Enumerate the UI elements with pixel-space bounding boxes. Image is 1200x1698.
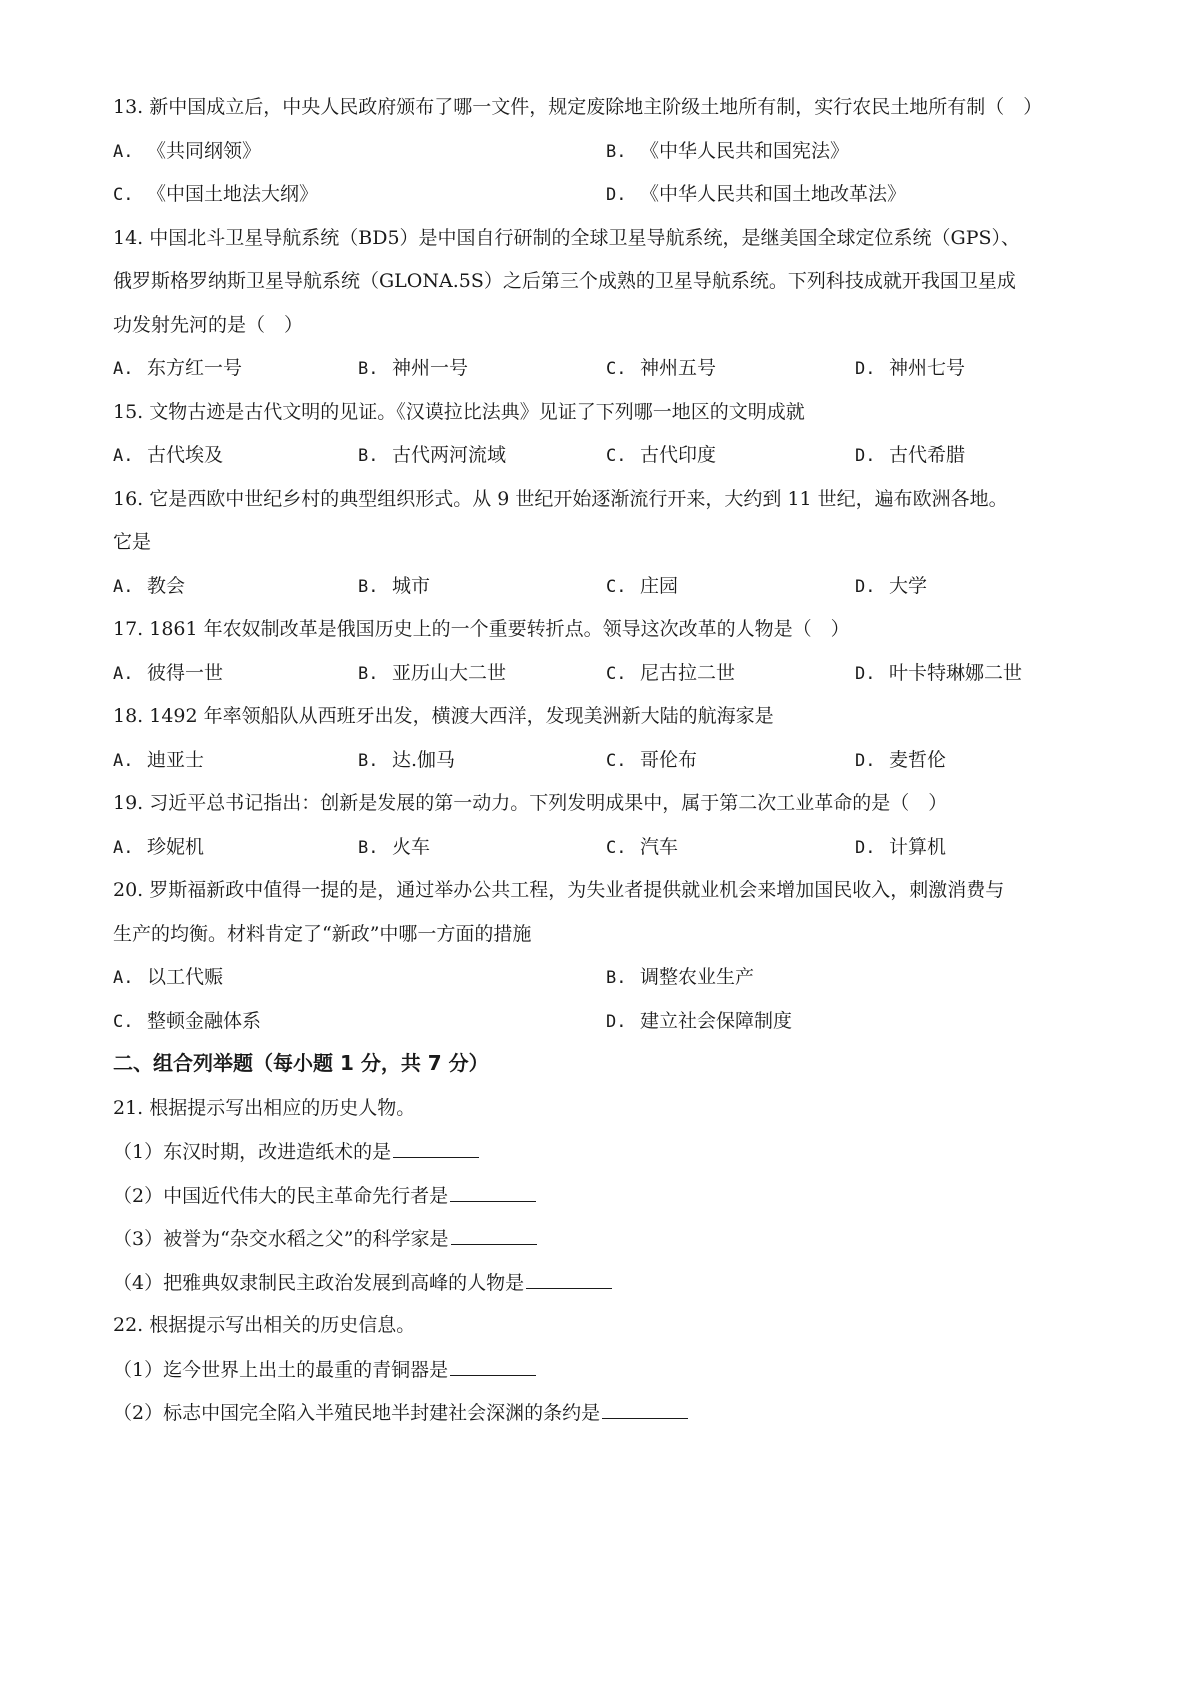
option-letter: A. <box>113 968 134 988</box>
option-letter: B. <box>358 838 379 858</box>
option-text: 神州七号 <box>889 357 966 379</box>
option-letter: D. <box>606 1012 627 1032</box>
option-18-c <box>606 746 697 775</box>
option-text: 以工代赈 <box>147 966 224 988</box>
option-letter: A. <box>113 446 134 466</box>
option-16-c <box>606 572 678 601</box>
option-text: 神州五号 <box>640 357 717 379</box>
option-letter: C. <box>606 359 627 379</box>
option-text: 古代埃及 <box>147 444 224 466</box>
option-letter: A. <box>113 359 134 379</box>
option-17-a <box>113 659 223 688</box>
question-21-item-4 <box>113 1268 612 1297</box>
option-letter: D. <box>855 838 876 858</box>
option-16-d <box>855 572 927 601</box>
option-15-a <box>113 441 223 470</box>
question-21-item-1 <box>113 1137 479 1166</box>
answer-blank[interactable] <box>450 1181 536 1202</box>
option-letter: B. <box>358 577 379 597</box>
option-letter: C. <box>606 577 627 597</box>
option-letter: A. <box>113 577 134 597</box>
option-text: 大学 <box>889 575 928 597</box>
option-17-b <box>358 659 506 688</box>
option-letter: D. <box>855 664 876 684</box>
option-text: 尼古拉二世 <box>640 662 736 684</box>
option-letter: D. <box>855 359 876 379</box>
option-text: 《中国土地法大纲》 <box>147 183 319 205</box>
item-text: （3）被誉为“杂交水稻之父”的科学家是 <box>113 1228 449 1250</box>
option-text: 火车 <box>392 836 431 858</box>
item-text: （1）东汉时期，改进造纸术的是 <box>113 1141 392 1163</box>
option-letter: C. <box>606 664 627 684</box>
option-letter: C. <box>606 838 627 858</box>
option-letter: D. <box>855 446 876 466</box>
option-13-c <box>113 180 318 209</box>
answer-blank[interactable] <box>450 1355 536 1376</box>
question-16-stem-line-2: 它是 <box>113 531 152 553</box>
option-letter: D. <box>855 751 876 771</box>
option-letter: A. <box>113 142 134 162</box>
option-text: 古代印度 <box>640 444 717 466</box>
answer-blank[interactable] <box>602 1398 688 1419</box>
option-letter: A. <box>113 664 134 684</box>
option-text: 整顿金融体系 <box>147 1010 262 1032</box>
option-text: 调整农业生产 <box>640 966 755 988</box>
option-text: 彼得一世 <box>147 662 224 684</box>
option-19-b <box>358 833 430 862</box>
option-15-d <box>855 441 965 470</box>
option-17-d <box>855 659 1022 688</box>
question-22-item-2 <box>113 1398 688 1427</box>
item-text: （4）把雅典奴隶制民主政治发展到高峰的人物是 <box>113 1272 525 1294</box>
option-text: 计算机 <box>889 836 947 858</box>
option-20-a <box>113 963 223 992</box>
option-letter: B. <box>358 359 379 379</box>
option-letter: D. <box>606 185 627 205</box>
option-letter: B. <box>358 446 379 466</box>
option-text: 汽车 <box>640 836 679 858</box>
option-14-b <box>358 354 468 383</box>
option-20-b <box>606 963 754 992</box>
option-text: 哥伦布 <box>640 749 698 771</box>
option-letter: B. <box>358 751 379 771</box>
answer-blank[interactable] <box>526 1268 612 1289</box>
option-15-b <box>358 441 506 470</box>
option-text: 神州一号 <box>392 357 469 379</box>
option-letter: A. <box>113 751 134 771</box>
option-text: 迪亚士 <box>147 749 205 771</box>
option-text: 城市 <box>392 575 431 597</box>
item-text: （1）迄今世界上出土的最重的青铜器是 <box>113 1359 449 1381</box>
option-20-d <box>606 1007 792 1036</box>
question-17-stem: 17. 1861 年农奴制改革是俄国历史上的一个重要转折点。领导这次改革的人物是（ ） <box>113 618 850 640</box>
question-21-item-2 <box>113 1181 536 1210</box>
question-22-stem: 22. 根据提示写出相关的历史信息。 <box>113 1314 416 1336</box>
option-13-a <box>113 137 261 166</box>
option-letter: B. <box>606 968 627 988</box>
option-18-b <box>358 746 455 775</box>
option-letter: C. <box>606 751 627 771</box>
option-13-b <box>606 137 849 166</box>
option-18-d <box>855 746 946 775</box>
option-text: 麦哲伦 <box>889 749 947 771</box>
item-text: （2）中国近代伟大的民主革命先行者是 <box>113 1185 449 1207</box>
option-17-c <box>606 659 735 688</box>
option-text: 古代希腊 <box>889 444 966 466</box>
option-text: 亚历山大二世 <box>392 662 507 684</box>
question-18-stem: 18. 1492 年率领船队从西班牙出发，横渡大西洋，发现美洲新大陆的航海家是 <box>113 705 774 727</box>
option-text: 《中华人民共和国土地改革法》 <box>640 183 907 205</box>
item-text: （2）标志中国完全陷入半殖民地半封建社会深渊的条约是 <box>113 1402 601 1424</box>
question-20-stem-line-1: 20. 罗斯福新政中值得一提的是，通过举办公共工程，为失业者提供就业机会来增加国民收入，刺激消费与 <box>113 879 1005 901</box>
option-text: 教会 <box>147 575 186 597</box>
option-text: 珍妮机 <box>147 836 205 858</box>
question-16-stem-line-1: 16. 它是西欧中世纪乡村的典型组织形式。从 9 世纪开始逐渐流行开来，大约到 11 世纪，遍布欧洲各地。 <box>113 488 1008 510</box>
option-letter: C. <box>113 1012 134 1032</box>
option-13-d <box>606 180 906 209</box>
question-13-stem: 13. 新中国成立后，中央人民政府颁布了哪一文件，规定废除地主阶级土地所有制，实行农民土地所有制（ ） <box>113 96 1043 118</box>
option-15-c <box>606 441 716 470</box>
option-text: 叶卡特琳娜二世 <box>889 662 1023 684</box>
option-letter: C. <box>113 185 134 205</box>
option-text: 达.伽马 <box>392 749 456 771</box>
option-16-a <box>113 572 185 601</box>
option-16-b <box>358 572 430 601</box>
section-heading: 二、组合列举题（每小题 1 分，共 7 分） <box>113 1051 489 1075</box>
option-text: 古代两河流域 <box>392 444 507 466</box>
question-19-stem: 19. 习近平总书记指出：创新是发展的第一动力。下列发明成果中，属于第二次工业革命的是（ ） <box>113 792 948 814</box>
option-14-c <box>606 354 716 383</box>
option-20-c <box>113 1007 261 1036</box>
option-text: 《共同纲领》 <box>147 140 262 162</box>
option-19-d <box>855 833 946 862</box>
question-15-stem: 15. 文物古迹是古代文明的见证。《汉谟拉比法典》见证了下列哪一地区的文明成就 <box>113 401 805 423</box>
option-text: 建立社会保障制度 <box>640 1010 793 1032</box>
question-21-stem: 21. 根据提示写出相应的历史人物。 <box>113 1097 416 1119</box>
question-22-item-1 <box>113 1355 536 1384</box>
question-20-stem-line-2: 生产的均衡。材料肯定了“新政”中哪一方面的措施 <box>113 923 532 945</box>
question-14-stem-line-2: 俄罗斯格罗纳斯卫星导航系统（GLONA.5S）之后第三个成熟的卫星导航系统。下列科技成就开我国卫星成 <box>113 270 1016 292</box>
option-letter: A. <box>113 838 134 858</box>
answer-blank[interactable] <box>393 1137 479 1158</box>
option-19-a <box>113 833 204 862</box>
option-19-c <box>606 833 678 862</box>
option-letter: C. <box>606 446 627 466</box>
option-text: 庄园 <box>640 575 679 597</box>
answer-blank[interactable] <box>451 1224 537 1245</box>
question-14-stem-line-3: 功发射先河的是（ ） <box>113 314 304 336</box>
option-letter: D. <box>855 577 876 597</box>
option-letter: B. <box>358 664 379 684</box>
option-18-a <box>113 746 204 775</box>
option-text: 《中华人民共和国宪法》 <box>640 140 850 162</box>
question-21-item-3 <box>113 1224 537 1253</box>
option-14-a <box>113 354 242 383</box>
option-text: 东方红一号 <box>147 357 243 379</box>
option-14-d <box>855 354 965 383</box>
question-14-stem-line-1: 14. 中国北斗卫星导航系统（BD5）是中国自行研制的全球卫星导航系统，是继美国全球定位系统（GPS）、 <box>113 227 1021 249</box>
option-letter: B. <box>606 142 627 162</box>
